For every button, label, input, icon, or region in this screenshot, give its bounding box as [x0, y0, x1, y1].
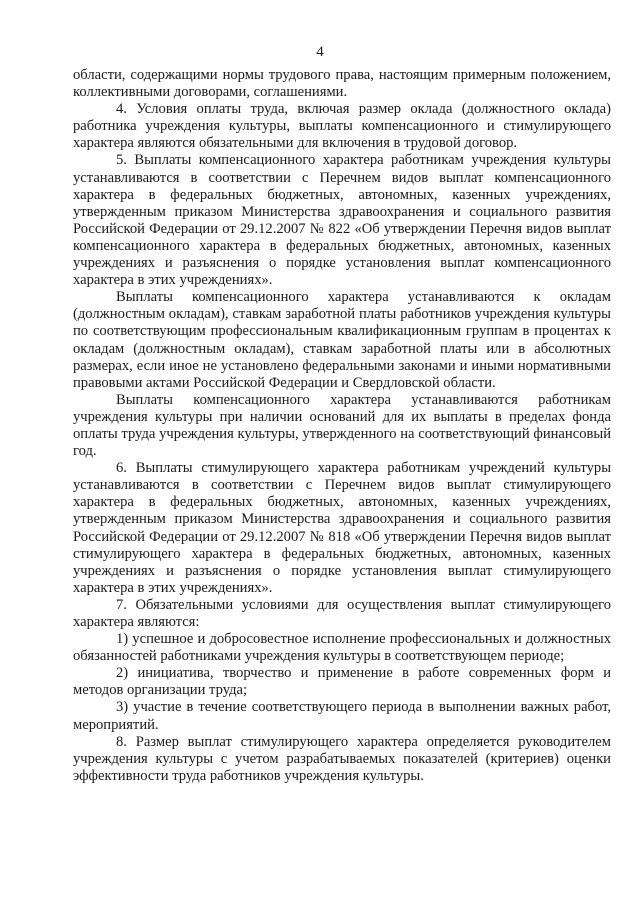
paragraph-clause-5: 5. Выплаты компенсационного характера работникам учреждения культуры устанавливаются в соответствии с Перечнем видов выплат компенсационного характера в федеральных бюджетных, автономных, казенных учреждениях, утвержденным приказом Министерства здравоохранения и социального развития Российской Федерации от 29.12.2007 № 822 «Об утверждении Перечня видов выплат компенсационного характера в федеральных бюджетных, автономных, казенных учреждениях и разъяснения о порядке установления выплат компенсационного характера в этих учреждениях».	[73, 152, 611, 289]
list-item-2: 2) инициатива, творчество и применение в работе современных форм и методов организации труда;	[73, 665, 611, 699]
document-body	[73, 67, 611, 785]
page-number: 4	[316, 44, 324, 60]
paragraph-clause-6: 6. Выплаты стимулирующего характера работникам учреждений культуры устанавливаются в соответствии с Перечнем видов выплат стимулирующего характера в федеральных бюджетных, автономных, казенных учреждениях, утвержденным приказом Министерства здравоохранения и социального развития Российской Федерации от 29.12.2007 № 818 «Об утверждении Перечня видов выплат стимулирующего характера в федеральных бюджетных, автономных, казенных учреждениях и разъяснения о порядке установления выплат стимулирующего характера в этих учреждениях».	[73, 460, 611, 596]
paragraph-compensation-grounds: Выплаты компенсационного характера устанавливаются работникам учреждения культуры при наличии оснований для их выплаты в пределах фонда оплаты труда учреждения культуры, утвержденного на соответствующий финансовый год.	[73, 391, 611, 460]
paragraph-clause-8: 8. Размер выплат стимулирующего характера определяется руководителем учреждения культуры с учетом разрабатываемых показателей (критериев) оценки эффективности труда работников учреждения культуры.	[73, 733, 611, 784]
list-item-3: 3) участие в течение соответствующего периода в выполнении важных работ, мероприятий.	[73, 699, 611, 733]
paragraph-clause-7: 7. Обязательными условиями для осуществления выплат стимулирующего характера являются:	[73, 596, 611, 630]
paragraph-compensation-sizes: Выплаты компенсационного характера устанавливаются к окладам (должностным окладам), ставкам заработной платы работников учреждения культуры по соответствующим профессиональным квалификационным группам в процентах к окладам (должностным окладам), ставкам заработной платы или в абсолютных размерах, если иное не установлено федеральными законами и иными нормативными правовыми актами Российской Федерации и Свердловской области.	[73, 289, 611, 391]
list-item-1: 1) успешное и добросовестное исполнение профессиональных и должностных обязанностей работниками учреждения культуры в соответствующем периоде;	[73, 631, 611, 665]
paragraph-clause-4: 4. Условия оплаты труда, включая размер оклада (должностного оклада) работника учреждения культуры, выплаты компенсационного и стимулирующего характера являются обязательными для включения в трудовой договор.	[73, 101, 611, 152]
paragraph-continuation: области, содержащими нормы трудового права, настоящим примерным положением, коллективными договорами, соглашениями.	[73, 67, 611, 101]
